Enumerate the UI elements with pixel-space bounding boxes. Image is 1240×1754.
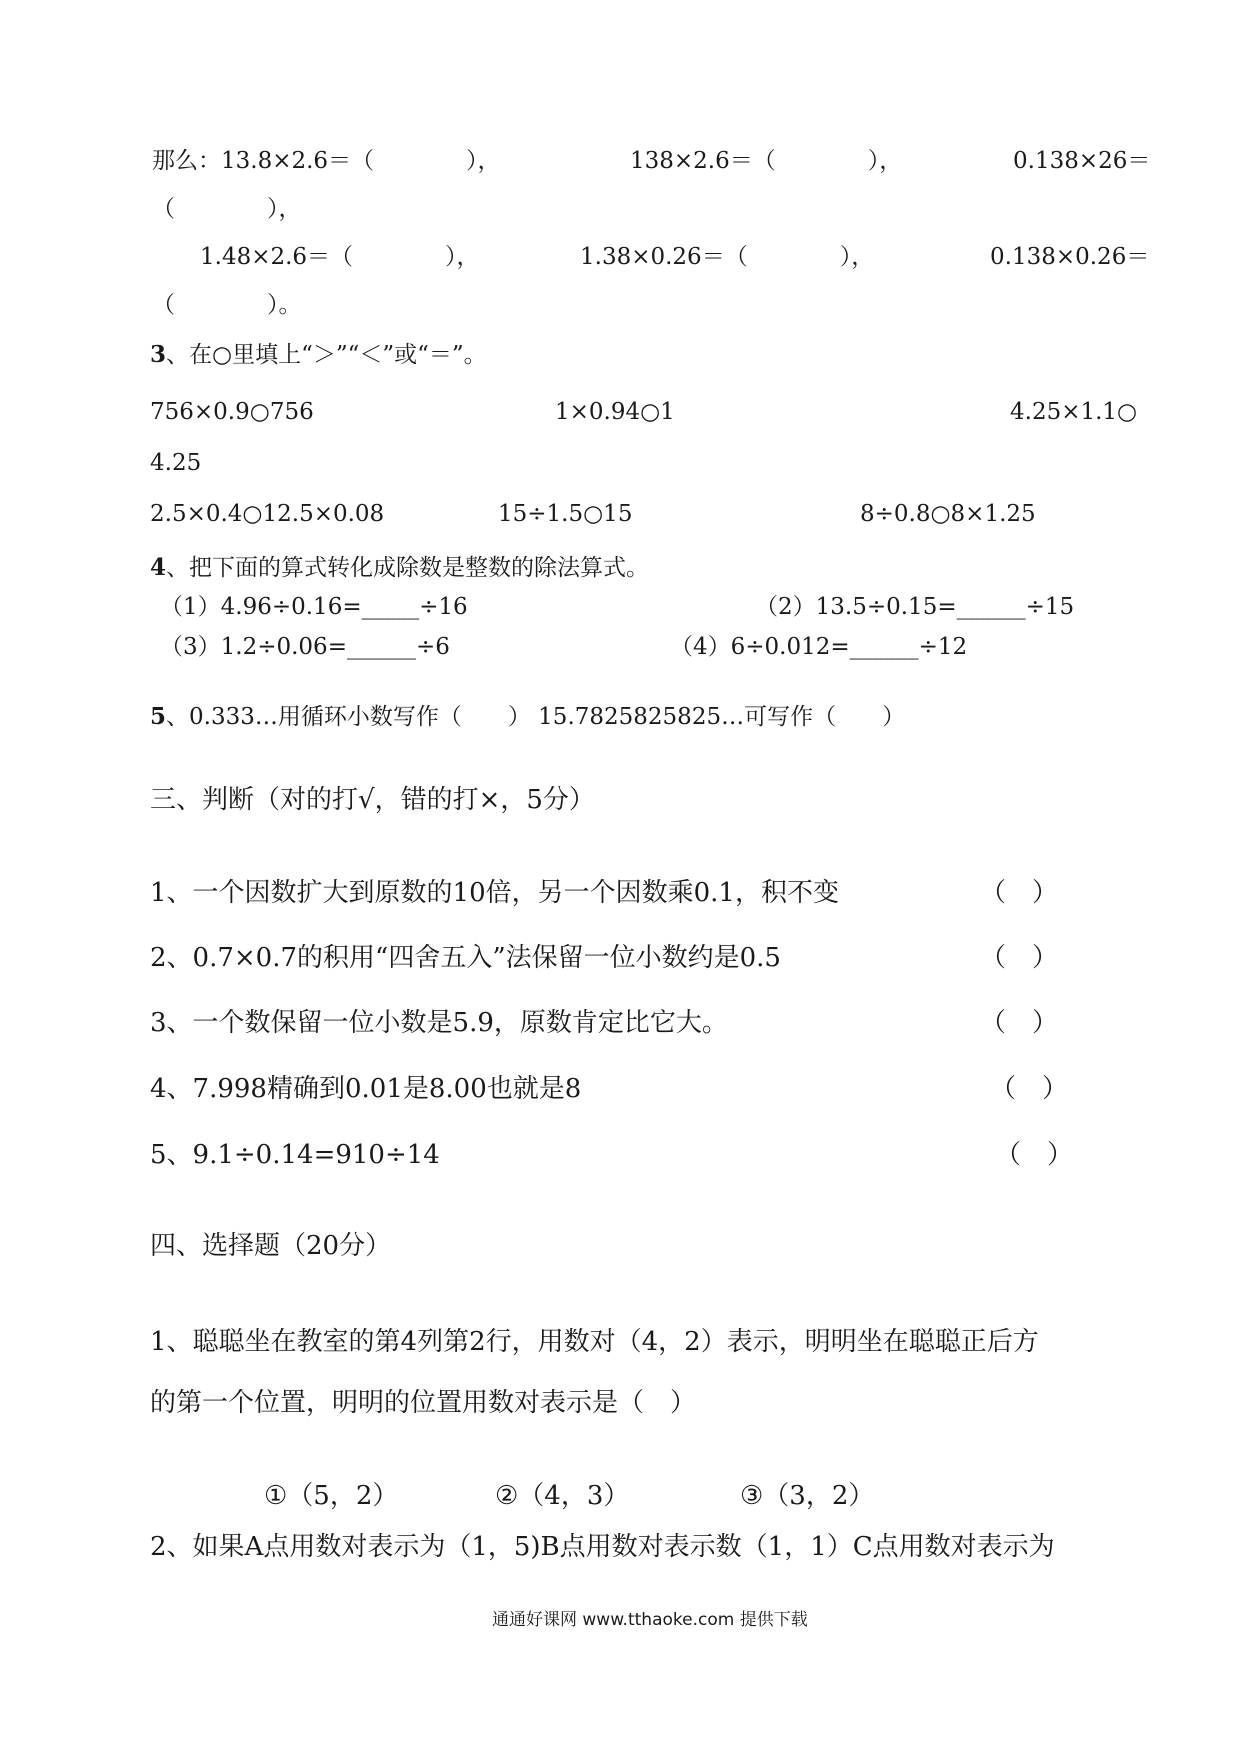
judge-item-2-text: 2、0.7×0.7的积用“四舍五入”法保留一位小数约是0.5	[150, 943, 781, 973]
q4-title	[150, 556, 649, 580]
choice-q2-line1: 2、如果A点用数对表示为（1，5)B点用数对表示数（1，1）C点用数对表示为	[150, 1532, 1055, 1562]
q3-row1-b: 1×0.94○1	[555, 399, 675, 425]
q2-line1-continuation: （ ），	[152, 196, 302, 222]
q4-item-1: （1）4.96÷0.16=_____÷16	[160, 594, 468, 620]
q2-line1-part-a: 那么：13.8×2.6＝（ ），	[152, 148, 501, 174]
q2-line2-part-a: 1.48×2.6＝（ ），	[200, 244, 480, 270]
choice-q1-line2: 的第一个位置，明明的位置用数对表示是（ ）	[150, 1388, 697, 1418]
judge-item-2-bracket: （ ）	[980, 943, 1059, 973]
judge-item-4-text: 4、7.998精确到0.01是8.00也就是8	[150, 1074, 582, 1104]
judge-item-5-bracket: （ ）	[995, 1140, 1074, 1170]
choice-q1-line1: 1、聪聪坐在教室的第4列第2行，用数对（4，2）表示，明明坐在聪聪正后方	[150, 1327, 1039, 1357]
q3-title-text: 、在○里填上“＞”“＜”或“＝”。	[166, 342, 487, 368]
choice-q1-option-3: ③（3，2）	[740, 1481, 875, 1511]
judge-item-1-bracket: （ ）	[980, 878, 1059, 908]
q3-number: 3	[150, 341, 167, 368]
q2-line2-continuation: （ ）。	[152, 292, 302, 318]
q4-number: 4	[150, 554, 167, 581]
q4-item-2: （2）13.5÷0.15=______÷15	[755, 594, 1075, 620]
q2-line1-part-b: 138×2.6＝（ ），	[630, 148, 903, 174]
choice-q1-option-1: ①（5，2）	[264, 1481, 399, 1511]
section3-heading: 三、判断（对的打√，错的打×，5分）	[150, 785, 595, 815]
q3-row2-b: 15÷1.5○15	[498, 501, 633, 527]
judge-item-5-text: 5、9.1÷0.14=910÷14	[150, 1140, 440, 1170]
footer-text: 通通好课网 www.tthaoke.com 提供下载	[492, 1610, 808, 1630]
q5-text: 、0.333…用循环小数写作（ ） 15.7825825825…可写作（ ）	[166, 704, 906, 730]
judge-item-3-text: 3、一个数保留一位小数是5.9，原数肯定比它大。	[150, 1008, 728, 1038]
q4-title-text: 、把下面的算式转化成除数是整数的除法算式。	[166, 555, 650, 581]
q3-row1-a: 756×0.9○756	[150, 399, 314, 425]
q2-line2-part-b: 1.38×0.26＝（ ），	[580, 244, 875, 270]
q3-row1-c: 4.25×1.1○	[1010, 399, 1138, 425]
q3-title	[150, 343, 487, 367]
choice-q1-option-2: ②（4，3）	[495, 1481, 630, 1511]
q3-row1-continuation: 4.25	[150, 450, 202, 476]
q2-line2-part-c: 0.138×0.26＝	[990, 244, 1150, 270]
q4-item-3: （3）1.2÷0.06=______÷6	[160, 634, 450, 660]
section4-heading: 四、选择题（20分）	[150, 1231, 392, 1261]
judge-item-3-bracket: （ ）	[980, 1008, 1059, 1038]
q5-number: 5	[150, 703, 167, 730]
judge-item-4-bracket: （ ）	[990, 1074, 1069, 1104]
judge-item-1-text: 1、一个因数扩大到原数的10倍，另一个因数乘0.1，积不变	[150, 878, 839, 908]
q3-row2-c: 8÷0.8○8×1.25	[860, 501, 1036, 527]
q3-row2-a: 2.5×0.4○12.5×0.08	[150, 501, 385, 527]
q5-line	[150, 705, 905, 729]
q2-line1-part-c: 0.138×26＝	[1013, 148, 1151, 174]
q4-item-4: （4）6÷0.012=______÷12	[670, 634, 968, 660]
